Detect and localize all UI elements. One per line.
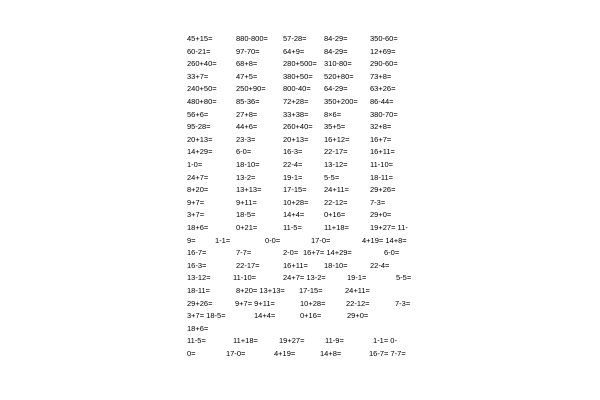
arithmetic-problem: 68+8= [236, 59, 258, 69]
arithmetic-problem: 14+4= [254, 311, 276, 321]
arithmetic-problem: 520+80= [324, 71, 354, 81]
arithmetic-problem: 57-28= [283, 34, 307, 43]
arithmetic-problem: 97-70= [236, 46, 260, 56]
arithmetic-problem: 20+13= [187, 134, 213, 144]
arithmetic-problem: 13-12= [324, 160, 348, 169]
arithmetic-problem: 16-3= [187, 260, 207, 270]
arithmetic-problem: 7-7= [236, 248, 252, 258]
arithmetic-problem: 22-12= [324, 197, 348, 207]
problem-row [0, 33, 600, 45]
arithmetic-problem: 1-1= [215, 235, 231, 245]
problem-row [0, 222, 600, 234]
problem-row [0, 197, 600, 209]
arithmetic-problem: 1-1= 0- [373, 336, 397, 346]
arithmetic-problem: 84-29= [324, 46, 348, 56]
arithmetic-problem: 0= [187, 349, 196, 358]
arithmetic-problem: 11-5= [283, 223, 302, 232]
arithmetic-problem: 35+5= [324, 122, 346, 132]
arithmetic-problem: 14+29= [187, 147, 213, 157]
arithmetic-problem: 3+7= 18-5= [187, 311, 226, 321]
arithmetic-problem: 22-4= [370, 260, 390, 270]
arithmetic-problem: 22-17= [324, 147, 348, 157]
arithmetic-problem: 18+6= [187, 223, 209, 232]
problem-row [0, 298, 600, 310]
arithmetic-problem: 44+6= [236, 122, 258, 132]
arithmetic-problem: 19-1= [347, 273, 367, 283]
arithmetic-problem: 7-3= [370, 197, 386, 207]
arithmetic-problem: 0+16= [300, 311, 322, 321]
arithmetic-problem: 4+19= [274, 349, 296, 358]
arithmetic-problem: 95-28= [187, 122, 211, 132]
arithmetic-problem: 29+0= [370, 210, 392, 220]
arithmetic-problem: 60-21= [187, 46, 211, 56]
arithmetic-problem: 29+26= [187, 298, 213, 308]
arithmetic-problem: 350+200= [324, 97, 358, 106]
arithmetic-problem: 64+9= [283, 46, 305, 56]
arithmetic-problem: 8+20= 13+13= [236, 286, 285, 295]
arithmetic-problem: 20+13= [283, 134, 309, 144]
arithmetic-problem: 13+13= [236, 185, 262, 195]
arithmetic-problem: 5-5= [396, 273, 412, 283]
arithmetic-problem: 480+80= [187, 97, 217, 106]
arithmetic-problem: 9= [187, 235, 196, 245]
problem-row [0, 83, 600, 95]
arithmetic-problem: 24+11= [345, 286, 370, 295]
problem-row [0, 134, 600, 146]
arithmetic-problem: 13-12= [187, 273, 211, 283]
arithmetic-problem: 32+8= [370, 122, 392, 132]
arithmetic-problem: 11+18= [324, 223, 349, 232]
arithmetic-problem: 29+0= [347, 311, 369, 321]
problem-row [0, 159, 600, 171]
arithmetic-problem: 16-3= [283, 147, 303, 157]
arithmetic-problem: 84-29= [324, 34, 348, 43]
arithmetic-problem: 18-10= [236, 160, 260, 169]
arithmetic-problem: 0+21= [236, 223, 258, 232]
problem-row [0, 121, 600, 133]
arithmetic-problem: 24+7= 13-2= [283, 273, 326, 283]
arithmetic-problem: 19-1= [283, 172, 303, 182]
arithmetic-problem: 14+8= [320, 349, 342, 358]
arithmetic-problem: 16+11= [283, 260, 308, 270]
arithmetic-problem: 13-2= [236, 172, 256, 182]
arithmetic-problem: 47+5= [236, 71, 258, 81]
arithmetic-problem: 0-0= [265, 235, 281, 245]
arithmetic-problem: 11-5= [187, 336, 206, 346]
problem-row [0, 109, 600, 121]
arithmetic-problem: 17-0= [226, 349, 246, 358]
problem-row [0, 184, 600, 196]
arithmetic-problem: 24+11= [324, 185, 349, 195]
arithmetic-problem: 11+18= [233, 336, 258, 346]
arithmetic-problem: 1-0= [187, 160, 203, 169]
problem-row [0, 348, 600, 360]
arithmetic-problem: 18-5= [236, 210, 256, 220]
arithmetic-problem: 800-40= [283, 84, 311, 94]
problem-row [0, 209, 600, 221]
arithmetic-problem: 9+11= [236, 197, 257, 207]
arithmetic-problem: 17-15= [299, 286, 323, 295]
arithmetic-problem: 6-0= [236, 147, 252, 157]
arithmetic-problem: 24+7= [187, 172, 209, 182]
arithmetic-problem: 73+8= [370, 71, 392, 81]
problem-row [0, 46, 600, 58]
arithmetic-problem: 8+20= [187, 185, 209, 195]
arithmetic-problem: 380+50= [283, 71, 313, 81]
arithmetic-problem: 9+7= [187, 197, 205, 207]
problem-row [0, 235, 600, 247]
arithmetic-problem: 63+26= [370, 84, 396, 94]
arithmetic-problem: 29+26= [370, 185, 396, 195]
arithmetic-problem: 64-29= [324, 84, 348, 94]
arithmetic-problem: 16+7= [370, 134, 392, 144]
arithmetic-problem: 22-4= [283, 160, 303, 169]
arithmetic-problem: 33+7= [187, 71, 209, 81]
arithmetic-problem: 16+11= [370, 147, 395, 157]
arithmetic-problem: 22-12= [346, 298, 370, 308]
arithmetic-problem: 18-11= [370, 172, 394, 182]
arithmetic-problem: 85-36= [236, 97, 260, 106]
problem-row [0, 323, 600, 335]
arithmetic-problem: 16+12= [324, 134, 350, 144]
arithmetic-problem: 22-17= [236, 260, 260, 270]
arithmetic-problem: 350-60= [370, 34, 398, 43]
arithmetic-problem: 3+7= [187, 210, 205, 220]
arithmetic-problem: 880-800= [236, 34, 268, 43]
arithmetic-problem: 310-80= [324, 59, 352, 69]
arithmetic-problem: 17-0= [311, 235, 331, 245]
arithmetic-problem: 260+40= [187, 59, 217, 69]
arithmetic-problem: 5-5= [324, 172, 340, 182]
arithmetic-problem: 290-60= [370, 59, 398, 69]
arithmetic-problem: 9+7= 9+11= [235, 298, 275, 308]
arithmetic-problem: 27+8= [236, 109, 258, 119]
arithmetic-problem: 0+16= [324, 210, 346, 220]
arithmetic-problem: 11-9= [325, 336, 344, 346]
arithmetic-problem: 280+500= [283, 59, 317, 69]
arithmetic-problem: 260+40= [283, 122, 313, 132]
arithmetic-problem: 16-7= 7-7= [369, 349, 406, 358]
problem-row [0, 172, 600, 184]
arithmetic-problem: 10+28= [300, 298, 326, 308]
arithmetic-problem: 45+15= [187, 34, 213, 43]
problem-row [0, 335, 600, 347]
problem-row [0, 58, 600, 70]
arithmetic-problem: 14+4= [283, 210, 305, 220]
arithmetic-problem: 23-3= [236, 134, 256, 144]
arithmetic-problem: 11-10= [370, 160, 394, 169]
arithmetic-problem: 18-11= [187, 286, 211, 295]
arithmetic-problem: 2-0= [283, 248, 299, 258]
arithmetic-problem: 11-10= [233, 273, 257, 283]
arithmetic-problem: 16+7= 14+29= [303, 248, 352, 258]
problem-row [0, 71, 600, 83]
problem-row [0, 96, 600, 108]
arithmetic-problem: 86-44= [370, 97, 394, 106]
arithmetic-problem: 19+27= 11- [370, 223, 408, 232]
problem-row [0, 310, 600, 322]
arithmetic-problem: 6-0= [384, 248, 400, 258]
arithmetic-problem: 18+6= [187, 323, 209, 333]
arithmetic-problem: 33+38= [283, 109, 309, 119]
arithmetic-problem: 16-7= [187, 248, 207, 258]
arithmetic-problem: 8×6= [324, 109, 342, 119]
arithmetic-problem: 4+19= 14+8= [362, 235, 407, 245]
problem-row [0, 260, 600, 272]
problem-row [0, 272, 600, 284]
arithmetic-problem: 19+27= [279, 336, 305, 346]
problem-row [0, 247, 600, 259]
arithmetic-problem: 240+50= [187, 84, 217, 94]
arithmetic-problem: 18-10= [324, 260, 348, 270]
arithmetic-problem: 56+6= [187, 109, 209, 119]
arithmetic-problem: 7-3= [395, 298, 411, 308]
arithmetic-problem: 12+69= [370, 46, 396, 56]
arithmetic-problem: 10+28= [283, 197, 309, 207]
problem-row [0, 285, 600, 297]
arithmetic-problem: 72+28= [283, 97, 309, 106]
arithmetic-problem: 250+90= [236, 84, 266, 94]
arithmetic-problem: 380-70= [370, 109, 398, 119]
problem-row [0, 146, 600, 158]
arithmetic-problem: 17-15= [283, 185, 307, 195]
